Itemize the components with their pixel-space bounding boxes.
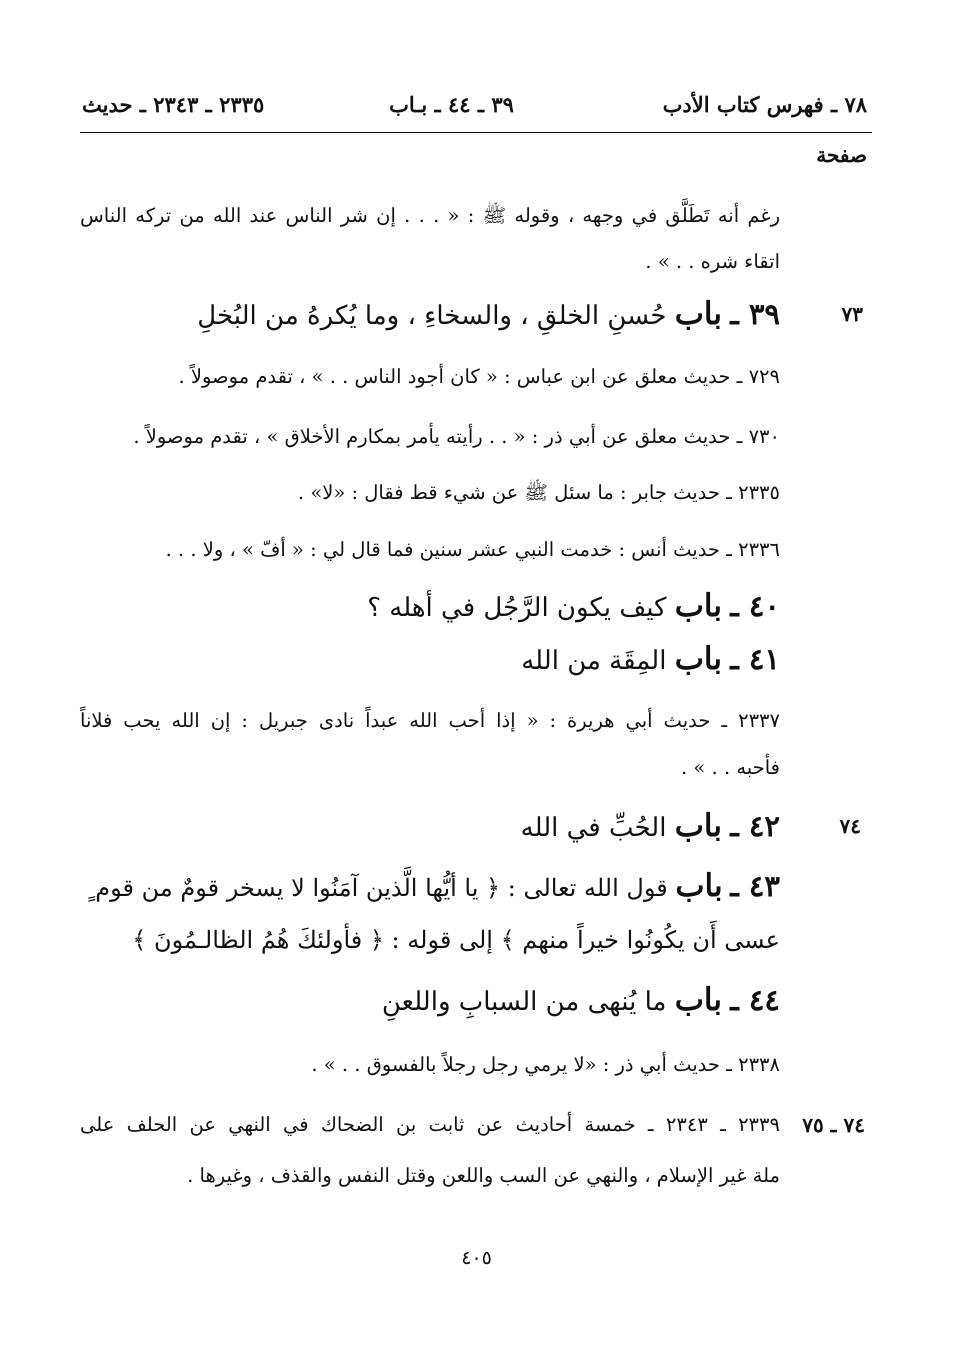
- chapter-number: ٤٠ ـ: [730, 589, 780, 623]
- chapter-41-heading: [521, 641, 780, 677]
- chapter-40-heading: [367, 588, 780, 624]
- hadith-2338: ٢٣٣٨ ـ حديث أبي ذر : «لا يرمي رجل رجلاً بالفسوق . . » .: [311, 1053, 780, 1076]
- hadith-2335: ٢٣٣٥ ـ حديث جابر : ما سئل ﷺ عن شيء قط فقال : «لا» .: [297, 481, 780, 504]
- chapter-number: ٤١ ـ: [730, 642, 780, 676]
- page-column-label: صفحة: [816, 143, 867, 167]
- chapter-title: حُسنِ الخلقِ ، والسخاءِ ، وما يُكرهُ من البُخلِ: [197, 301, 667, 331]
- chapter-bab: باب: [674, 296, 722, 332]
- hadith-729: ٧٢٩ ـ حديث معلق عن ابن عباس : « كان أجود الناس . . » ، تقدم موصولاً .: [178, 365, 780, 388]
- chapter-title-line-1: قول الله تعالى : ﴿ يا أيُّها الَّذين آمَنُوا لا يسخر قومٌ من قوم ٍ: [88, 874, 668, 902]
- chapter-number: ٤٢ ـ: [730, 809, 780, 843]
- chapter-bab: باب: [674, 808, 722, 844]
- running-header-hadith-range: ٢٣٣٥ ـ ٢٣٤٣ ـ حديث: [82, 92, 265, 117]
- page-ref-74-75: ٧٤ ـ ٧٥: [802, 1113, 865, 1137]
- intro-line-2: اتقاء شره . . » .: [645, 250, 780, 273]
- header-section-text: ٣٩ ـ ٤٤ ـ بـاب: [389, 92, 514, 117]
- hadith-2336: ٢٣٣٦ ـ حديث أنس : خدمت النبي عشر سنين فما قال لي : « أفّ » ، ولا . . .: [165, 538, 780, 561]
- page-number: [0, 1247, 953, 1269]
- chapter-title: ما يُنهى من السبابِ واللعنِ: [381, 987, 667, 1017]
- hadith-2337-line-1: ٢٣٣٧ ـ حديث أبي هريرة : « إذا أحب الله عبداً نادى جبريل : إن الله يحب فلاناً: [80, 709, 780, 732]
- page-ref-74: ٧٤: [839, 814, 861, 838]
- chapter-title: المِقَة من الله: [521, 646, 667, 676]
- chapter-bab: باب: [675, 868, 723, 904]
- chapter-number: ٤٣ ـ: [730, 869, 780, 903]
- chapter-43-heading-line-2: عسى أَن يكُونُوا خيراً منهم ﴾ إلى قوله : ﴿ فأولئكَ هُمُ الظالـمُونَ ﴾: [132, 926, 780, 954]
- chapter-44-heading: [382, 982, 780, 1018]
- chapter-bab: باب: [674, 588, 722, 624]
- hadith-2339-2343-line-2: ملة غير الإسلام ، والنهي عن السب واللعن وقتل النفس والقذف ، وغيرها .: [187, 1164, 780, 1187]
- chapter-39-heading: [197, 296, 780, 332]
- chapter-bab: باب: [674, 982, 722, 1018]
- chapter-42-heading: [521, 808, 780, 844]
- hadith-2339-2343-line-1: ٢٣٣٩ ـ ٢٣٤٣ ـ خمسة أحاديث عن ثابت بن الضحاك في النهي عن الحلف على: [80, 1113, 780, 1136]
- intro-line-1: رغم أنه تَطَلَّق في وجهه ، وقوله ﷺ : « . . . إن شر الناس عند الله من تركه الناس: [80, 204, 780, 227]
- chapter-number: ٣٩ ـ: [730, 297, 780, 331]
- page-ref-73: ٧٣: [841, 302, 863, 326]
- chapter-bab: باب: [674, 641, 722, 677]
- hadith-730: ٧٣٠ ـ حديث معلق عن أبي ذر : « . . رأيته يأمر بمكارم الأخلاق » ، تقدم موصولاً .: [133, 425, 780, 448]
- page-number-text: ٤٠٥: [461, 1247, 492, 1269]
- chapter-title: الحُبِّ في الله: [520, 813, 667, 843]
- header-rule: [80, 132, 872, 133]
- chapter-43-heading: [88, 868, 780, 904]
- chapter-number: ٤٤ ـ: [730, 983, 780, 1017]
- running-header-title: ٧٨ ـ فهرس كتاب الأدب: [662, 92, 867, 117]
- chapter-title: كيف يكون الرَّجُل في أهله ؟: [367, 593, 667, 623]
- hadith-2337-line-2: فأحبه . . » .: [681, 756, 780, 779]
